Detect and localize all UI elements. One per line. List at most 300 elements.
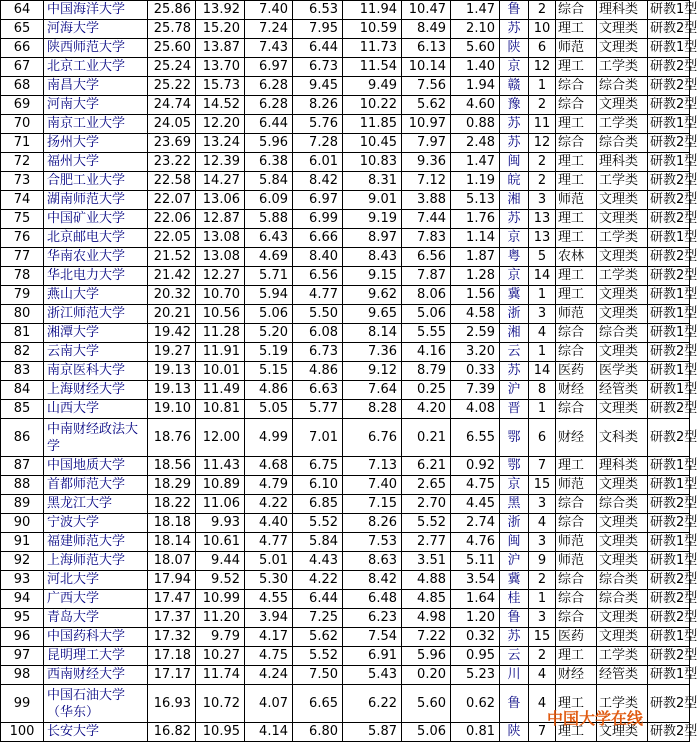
table-row: [1, 286, 690, 305]
score-a-cell: 13.92: [196, 1, 245, 20]
score-e-cell: 5.52: [402, 514, 451, 533]
total-score-cell: 20.21: [148, 305, 196, 324]
table-row: [1, 514, 690, 533]
table-row: [1, 58, 690, 77]
score-a-cell: 15.73: [196, 77, 245, 96]
type-cell: 师范: [556, 533, 597, 552]
score-c-cell: 5.77: [293, 400, 343, 419]
score-f-cell: 1.94: [451, 77, 500, 96]
university-name-cell: 黑龙江大学: [44, 495, 148, 514]
score-e-cell: 3.88: [402, 191, 451, 210]
level-cell: 研教1型: [648, 628, 690, 647]
rank-cell: 66: [1, 39, 44, 58]
university-name-cell: 昆明理工大学: [44, 647, 148, 666]
score-d-cell: 10.45: [343, 134, 402, 153]
total-score-cell: 18.56: [148, 457, 196, 476]
total-score-cell: 22.06: [148, 210, 196, 229]
score-e-cell: 6.56: [402, 248, 451, 267]
level-cell: 研教1型: [648, 381, 690, 400]
score-a-cell: 12.27: [196, 267, 245, 286]
level-cell: 研教1型: [648, 153, 690, 172]
score-a-cell: 12.20: [196, 115, 245, 134]
rank-cell: 96: [1, 628, 44, 647]
type-cell: 医药: [556, 628, 597, 647]
table-row: [1, 39, 690, 58]
university-name-cell: 南昌大学: [44, 77, 148, 96]
score-c-cell: 4.22: [293, 571, 343, 590]
score-a-cell: 10.95: [196, 723, 245, 742]
score-a-cell: 13.24: [196, 134, 245, 153]
score-e-cell: 5.55: [402, 324, 451, 343]
score-b-cell: 4.14: [245, 723, 293, 742]
score-e-cell: 8.06: [402, 286, 451, 305]
score-a-cell: 10.27: [196, 647, 245, 666]
score-a-cell: 10.70: [196, 286, 245, 305]
score-f-cell: 3.20: [451, 343, 500, 362]
total-score-cell: 25.24: [148, 58, 196, 77]
rank-cell: 81: [1, 324, 44, 343]
province-rank-cell: 10: [529, 20, 556, 39]
score-a-cell: 13.06: [196, 191, 245, 210]
type-cell: 综合: [556, 134, 597, 153]
category-cell: 文理类: [597, 96, 648, 115]
type-cell: 理工: [556, 457, 597, 476]
score-e-cell: 5.62: [402, 96, 451, 115]
score-e-cell: 7.44: [402, 210, 451, 229]
score-c-cell: 4.43: [293, 552, 343, 571]
level-cell: 研教1型: [648, 666, 690, 685]
category-cell: 综合类: [597, 495, 648, 514]
total-score-cell: 23.22: [148, 153, 196, 172]
rank-cell: 73: [1, 172, 44, 191]
score-f-cell: 7.39: [451, 381, 500, 400]
score-c-cell: 6.53: [293, 1, 343, 20]
total-score-cell: 22.58: [148, 172, 196, 191]
score-a-cell: 14.52: [196, 96, 245, 115]
university-name-cell: 长安大学: [44, 723, 148, 742]
level-cell: 研教2型: [648, 20, 690, 39]
score-b-cell: 6.38: [245, 153, 293, 172]
score-d-cell: 9.19: [343, 210, 402, 229]
province-cell: 苏: [500, 20, 529, 39]
score-b-cell: 4.24: [245, 666, 293, 685]
rank-cell: 89: [1, 495, 44, 514]
type-cell: 理工: [556, 267, 597, 286]
score-c-cell: 6.75: [293, 457, 343, 476]
score-a-cell: 13.08: [196, 229, 245, 248]
table-row: [1, 362, 690, 381]
province-cell: 黑: [500, 495, 529, 514]
level-cell: 研教2型: [648, 58, 690, 77]
score-b-cell: 4.86: [245, 381, 293, 400]
score-d-cell: 7.40: [343, 476, 402, 495]
score-c-cell: 6.01: [293, 153, 343, 172]
category-cell: 文理类: [597, 210, 648, 229]
category-cell: 理科类: [597, 457, 648, 476]
category-cell: 文理类: [597, 628, 648, 647]
province-cell: 苏: [500, 134, 529, 153]
university-name-cell: 上海财经大学: [44, 381, 148, 400]
score-b-cell: 6.97: [245, 58, 293, 77]
score-b-cell: 4.77: [245, 533, 293, 552]
score-e-cell: 2.77: [402, 533, 451, 552]
university-name-cell: 湖南师范大学: [44, 191, 148, 210]
university-name-cell: 北京工业大学: [44, 58, 148, 77]
category-cell: 文理类: [597, 20, 648, 39]
score-c-cell: 6.08: [293, 324, 343, 343]
category-cell: 综合类: [597, 134, 648, 153]
province-cell: 京: [500, 58, 529, 77]
score-b-cell: 7.40: [245, 1, 293, 20]
score-c-cell: 6.63: [293, 381, 343, 400]
university-name-cell: 中国药科大学: [44, 628, 148, 647]
table-row: [1, 552, 690, 571]
total-score-cell: 16.93: [148, 685, 196, 723]
table-row: [1, 77, 690, 96]
province-rank-cell: 4: [529, 685, 556, 723]
province-cell: 鲁: [500, 609, 529, 628]
score-d-cell: 8.26: [343, 514, 402, 533]
score-e-cell: 5.60: [402, 685, 451, 723]
score-a-cell: 13.87: [196, 39, 245, 58]
category-cell: 文理类: [597, 552, 648, 571]
score-a-cell: 9.79: [196, 628, 245, 647]
level-cell: 研教2型: [648, 723, 690, 742]
score-a-cell: 10.72: [196, 685, 245, 723]
rank-cell: 90: [1, 514, 44, 533]
rank-cell: 100: [1, 723, 44, 742]
score-a-cell: 12.39: [196, 153, 245, 172]
province-rank-cell: 14: [529, 362, 556, 381]
score-b-cell: 5.01: [245, 552, 293, 571]
category-cell: 综合类: [597, 324, 648, 343]
category-cell: 工学类: [597, 647, 648, 666]
total-score-cell: 18.18: [148, 514, 196, 533]
university-name-cell: 青岛大学: [44, 609, 148, 628]
score-c-cell: 5.50: [293, 305, 343, 324]
level-cell: 研教2型: [648, 210, 690, 229]
score-b-cell: 6.28: [245, 77, 293, 96]
total-score-cell: 17.18: [148, 647, 196, 666]
category-cell: 文理类: [597, 248, 648, 267]
province-rank-cell: 3: [529, 495, 556, 514]
level-cell: 研教1型: [648, 552, 690, 571]
university-name-cell: 华南农业大学: [44, 248, 148, 267]
total-score-cell: 17.37: [148, 609, 196, 628]
total-score-cell: 18.29: [148, 476, 196, 495]
score-f-cell: 0.32: [451, 628, 500, 647]
rank-cell: 88: [1, 476, 44, 495]
score-b-cell: 4.07: [245, 685, 293, 723]
score-b-cell: 5.88: [245, 210, 293, 229]
level-cell: 研教2型: [648, 400, 690, 419]
type-cell: 医药: [556, 362, 597, 381]
category-cell: 文理类: [597, 343, 648, 362]
score-c-cell: 5.76: [293, 115, 343, 134]
total-score-cell: 25.60: [148, 39, 196, 58]
table-row: [1, 571, 690, 590]
category-cell: 医学类: [597, 362, 648, 381]
score-f-cell: 5.13: [451, 191, 500, 210]
score-f-cell: 4.58: [451, 305, 500, 324]
score-f-cell: 1.28: [451, 267, 500, 286]
total-score-cell: 19.13: [148, 381, 196, 400]
score-b-cell: 5.15: [245, 362, 293, 381]
province-rank-cell: 2: [529, 647, 556, 666]
score-d-cell: 9.15: [343, 267, 402, 286]
category-cell: 经管类: [597, 666, 648, 685]
level-cell: 研教2型: [648, 134, 690, 153]
province-rank-cell: 1: [529, 286, 556, 305]
province-cell: 沪: [500, 552, 529, 571]
type-cell: 理工: [556, 286, 597, 305]
province-rank-cell: 6: [529, 39, 556, 58]
type-cell: 理工: [556, 723, 597, 742]
province-rank-cell: 2: [529, 571, 556, 590]
total-score-cell: 19.10: [148, 400, 196, 419]
category-cell: 工学类: [597, 58, 648, 77]
category-cell: 工学类: [597, 685, 648, 723]
province-cell: 浙: [500, 305, 529, 324]
table-row: [1, 1, 690, 20]
table-row: [1, 115, 690, 134]
university-name-cell: 扬州大学: [44, 134, 148, 153]
province-cell: 冀: [500, 571, 529, 590]
category-cell: 文理类: [597, 609, 648, 628]
score-c-cell: 6.73: [293, 343, 343, 362]
score-b-cell: 4.55: [245, 590, 293, 609]
province-cell: 苏: [500, 628, 529, 647]
score-f-cell: 1.14: [451, 229, 500, 248]
score-e-cell: 7.22: [402, 628, 451, 647]
score-c-cell: 6.44: [293, 39, 343, 58]
total-score-cell: 17.32: [148, 628, 196, 647]
rank-cell: 82: [1, 343, 44, 362]
total-score-cell: 25.86: [148, 1, 196, 20]
province-rank-cell: 8: [529, 381, 556, 400]
type-cell: 理工: [556, 115, 597, 134]
score-b-cell: 5.06: [245, 305, 293, 324]
total-score-cell: 16.82: [148, 723, 196, 742]
rank-cell: 77: [1, 248, 44, 267]
table-row: [1, 343, 690, 362]
total-score-cell: 18.07: [148, 552, 196, 571]
score-f-cell: 4.08: [451, 400, 500, 419]
total-score-cell: 18.76: [148, 419, 196, 457]
total-score-cell: 19.42: [148, 324, 196, 343]
province-cell: 陕: [500, 723, 529, 742]
province-rank-cell: 15: [529, 628, 556, 647]
province-rank-cell: 5: [529, 248, 556, 267]
score-a-cell: 15.20: [196, 20, 245, 39]
rank-cell: 94: [1, 590, 44, 609]
table-row: [1, 324, 690, 343]
university-name-cell: 湘潭大学: [44, 324, 148, 343]
score-f-cell: 5.23: [451, 666, 500, 685]
score-a-cell: 11.74: [196, 666, 245, 685]
score-f-cell: 0.95: [451, 647, 500, 666]
province-cell: 鄂: [500, 457, 529, 476]
score-d-cell: 7.54: [343, 628, 402, 647]
score-f-cell: 4.60: [451, 96, 500, 115]
score-e-cell: 6.21: [402, 457, 451, 476]
score-c-cell: 6.44: [293, 590, 343, 609]
score-b-cell: 4.17: [245, 628, 293, 647]
total-score-cell: 17.17: [148, 666, 196, 685]
score-b-cell: 6.44: [245, 115, 293, 134]
province-cell: 云: [500, 647, 529, 666]
score-c-cell: 8.26: [293, 96, 343, 115]
table-row: [1, 96, 690, 115]
score-a-cell: 13.08: [196, 248, 245, 267]
score-b-cell: 5.94: [245, 286, 293, 305]
province-rank-cell: 2: [529, 1, 556, 20]
score-d-cell: 9.49: [343, 77, 402, 96]
score-c-cell: 6.85: [293, 495, 343, 514]
rank-cell: 76: [1, 229, 44, 248]
rank-cell: 65: [1, 20, 44, 39]
score-e-cell: 4.85: [402, 590, 451, 609]
rank-cell: 99: [1, 685, 44, 723]
level-cell: 研教2型: [648, 419, 690, 457]
province-rank-cell: 11: [529, 115, 556, 134]
province-cell: 陕: [500, 39, 529, 58]
score-d-cell: 8.14: [343, 324, 402, 343]
province-cell: 京: [500, 267, 529, 286]
total-score-cell: 21.52: [148, 248, 196, 267]
type-cell: 综合: [556, 1, 597, 20]
rank-cell: 75: [1, 210, 44, 229]
type-cell: 综合: [556, 96, 597, 115]
score-d-cell: 11.94: [343, 1, 402, 20]
score-c-cell: 6.56: [293, 267, 343, 286]
type-cell: 综合: [556, 609, 597, 628]
watermark: 中国大学在线: [547, 709, 644, 728]
score-b-cell: 4.69: [245, 248, 293, 267]
university-name-cell: 燕山大学: [44, 286, 148, 305]
university-name-cell: 北京邮电大学: [44, 229, 148, 248]
rank-cell: 86: [1, 419, 44, 457]
score-d-cell: 10.59: [343, 20, 402, 39]
type-cell: 理工: [556, 172, 597, 191]
total-score-cell: 18.22: [148, 495, 196, 514]
university-name-cell: 南京工业大学: [44, 115, 148, 134]
province-cell: 赣: [500, 77, 529, 96]
rank-cell: 72: [1, 153, 44, 172]
province-cell: 鲁: [500, 1, 529, 20]
province-cell: 豫: [500, 96, 529, 115]
level-cell: 研教2型: [648, 590, 690, 609]
score-a-cell: 11.91: [196, 343, 245, 362]
score-a-cell: 11.28: [196, 324, 245, 343]
rank-cell: 67: [1, 58, 44, 77]
rank-cell: 85: [1, 400, 44, 419]
score-b-cell: 6.28: [245, 96, 293, 115]
table-row: [1, 495, 690, 514]
score-e-cell: 4.20: [402, 400, 451, 419]
score-a-cell: 11.43: [196, 457, 245, 476]
rank-cell: 93: [1, 571, 44, 590]
total-score-cell: 22.07: [148, 191, 196, 210]
type-cell: 理工: [556, 153, 597, 172]
province-cell: 晋: [500, 400, 529, 419]
score-d-cell: 8.63: [343, 552, 402, 571]
score-e-cell: 0.25: [402, 381, 451, 400]
score-e-cell: 2.70: [402, 495, 451, 514]
score-c-cell: 6.99: [293, 210, 343, 229]
university-name-cell: 华北电力大学: [44, 267, 148, 286]
score-e-cell: 7.56: [402, 77, 451, 96]
score-f-cell: 4.75: [451, 476, 500, 495]
score-b-cell: 5.96: [245, 134, 293, 153]
type-cell: 理工: [556, 647, 597, 666]
table-row: [1, 381, 690, 400]
province-rank-cell: 4: [529, 514, 556, 533]
score-d-cell: 8.43: [343, 248, 402, 267]
province-rank-cell: 12: [529, 58, 556, 77]
total-score-cell: 24.05: [148, 115, 196, 134]
score-f-cell: 1.40: [451, 58, 500, 77]
score-b-cell: 5.20: [245, 324, 293, 343]
score-b-cell: 7.24: [245, 20, 293, 39]
university-name-cell: 西南财经大学: [44, 666, 148, 685]
category-cell: 文理类: [597, 39, 648, 58]
category-cell: 综合类: [597, 571, 648, 590]
category-cell: 理科类: [597, 153, 648, 172]
level-cell: 研教1型: [648, 476, 690, 495]
level-cell: 研教1型: [648, 39, 690, 58]
province-rank-cell: 1: [529, 590, 556, 609]
score-a-cell: 9.52: [196, 571, 245, 590]
score-c-cell: 8.42: [293, 172, 343, 191]
table-row: [1, 476, 690, 495]
score-b-cell: 4.75: [245, 647, 293, 666]
score-d-cell: 6.76: [343, 419, 402, 457]
score-c-cell: 7.50: [293, 666, 343, 685]
score-c-cell: 7.28: [293, 134, 343, 153]
level-cell: 研教1型: [648, 533, 690, 552]
score-f-cell: 1.19: [451, 172, 500, 191]
score-f-cell: 2.59: [451, 324, 500, 343]
category-cell: 文理类: [597, 305, 648, 324]
province-cell: 冀: [500, 286, 529, 305]
score-e-cell: 10.14: [402, 58, 451, 77]
rank-cell: 80: [1, 305, 44, 324]
province-cell: 闽: [500, 533, 529, 552]
province-rank-cell: 2: [529, 96, 556, 115]
score-e-cell: 7.12: [402, 172, 451, 191]
score-d-cell: 9.65: [343, 305, 402, 324]
total-score-cell: 25.22: [148, 77, 196, 96]
score-d-cell: 10.83: [343, 153, 402, 172]
score-f-cell: 3.54: [451, 571, 500, 590]
score-f-cell: 6.55: [451, 419, 500, 457]
level-cell: 研教1型: [648, 362, 690, 381]
level-cell: 研教2型: [648, 343, 690, 362]
score-e-cell: 7.83: [402, 229, 451, 248]
score-f-cell: 1.47: [451, 153, 500, 172]
score-d-cell: 7.36: [343, 343, 402, 362]
score-d-cell: 5.43: [343, 666, 402, 685]
type-cell: 师范: [556, 552, 597, 571]
score-c-cell: 4.86: [293, 362, 343, 381]
university-name-cell: 中国地质大学: [44, 457, 148, 476]
level-cell: 研教2型: [648, 647, 690, 666]
rank-cell: 74: [1, 191, 44, 210]
score-d-cell: 7.53: [343, 533, 402, 552]
score-c-cell: 6.73: [293, 58, 343, 77]
table-row: [1, 609, 690, 628]
